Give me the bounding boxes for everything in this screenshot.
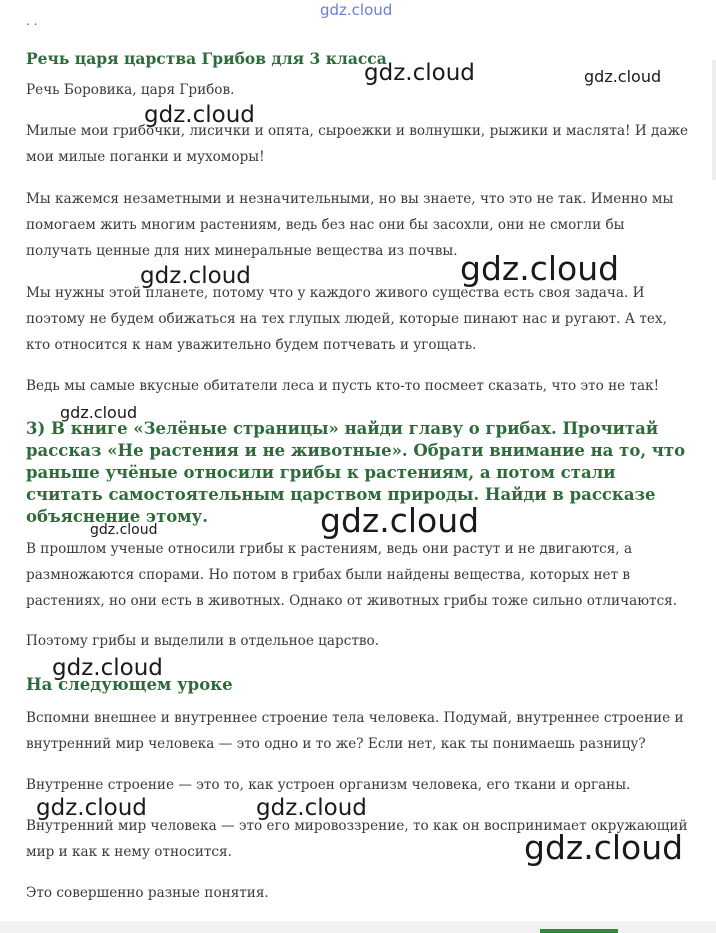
paragraph-2: Милые мои грибочки, лисички и опята, сыроежки и волнушки, рыжики и маслята! И даже мои милые поганки и мухоморы! [26,123,689,165]
watermark: gdz.cloud [584,67,662,86]
paragraph-3: Мы кажемся незаметными и незначительными, но вы знаете, что это не так. Именно мы помогаем жить многим растениям, ведь без нас они бы засохли, они не смогли бы получать ценные для них минеральные вещества из почвы. [26,191,674,259]
paragraph-4: Мы нужны этой планете, потому что у каждого живого существа есть своя задача. И поэтому не будем обижаться на тех глупых людей, которые пинают нас и ругают. А тех, кто относится к нам уважительно будем потчевать и угощать. [26,285,667,353]
watermark-top: gdz.cloud [320,1,393,19]
paragraph-6: В прошлом ученые относили грибы к растениям, ведь они растут и не двигаются, а размножаются спорами. Но потом в грибах были найдены вещества, которых нет в растениях, но они есть в животных. Однако от животных грибы тоже сильно отличаются. [26,541,678,609]
watermark: gdz.cloud [524,828,684,867]
watermark: gdz.cloud [90,522,158,538]
top-dots: . . [26,14,38,28]
heading-task-3: 3) В книге «Зелёные страницы» найди главу о грибах. Прочитай рассказ «Не растения и не животные». Обрати внимание на то, что раньше учёные относили грибы к растениям, а потом стали считать самостоятельным царством природы. Найди в рассказе объяснение этому. [26,419,686,526]
paragraph-7: Поэтому грибы и выделили в отдельное царство. [26,633,380,649]
watermark: gdz.cloud [140,263,251,289]
paragraph-8: Вспомни внешнее и внутреннее строение тела человека. Подумай, внутреннее строение и внутренний мир человека — это одно и то же? Если нет, как ты понимаешь разницу? [26,710,684,752]
watermark: gdz.cloud [144,102,255,128]
heading-kings-speech: Речь царя царства Грибов для 3 класса [26,49,387,68]
watermark: gdz.cloud [52,655,163,681]
paragraph-9: Внутренне строение — это то, как устроен организм человека, его ткани и органы. [26,777,631,793]
watermark: gdz.cloud [460,249,620,288]
heading-next-lesson: На следующем уроке [26,675,233,694]
paragraph-5: Ведь мы самые вкусные обитатели леса и пусть кто-то посмеет сказать, что это не так! [26,378,660,394]
right-edge-shadow [712,60,716,180]
watermark: gdz.cloud [364,60,475,86]
watermark: gdz.cloud [60,403,138,422]
paragraph-1: Речь Боровика, царя Грибов. [26,82,235,98]
watermark: gdz.cloud [320,501,480,540]
watermark: gdz.cloud [36,795,147,821]
paragraph-10: Внутренний мир человека — это его мировоззрение, то как он воспринимает окружающий мир и как к нему относится. [26,818,688,860]
bottom-green-accent [540,929,618,933]
paragraph-11: Это совершенно разные понятия. [26,885,269,901]
watermark: gdz.cloud [256,795,367,821]
